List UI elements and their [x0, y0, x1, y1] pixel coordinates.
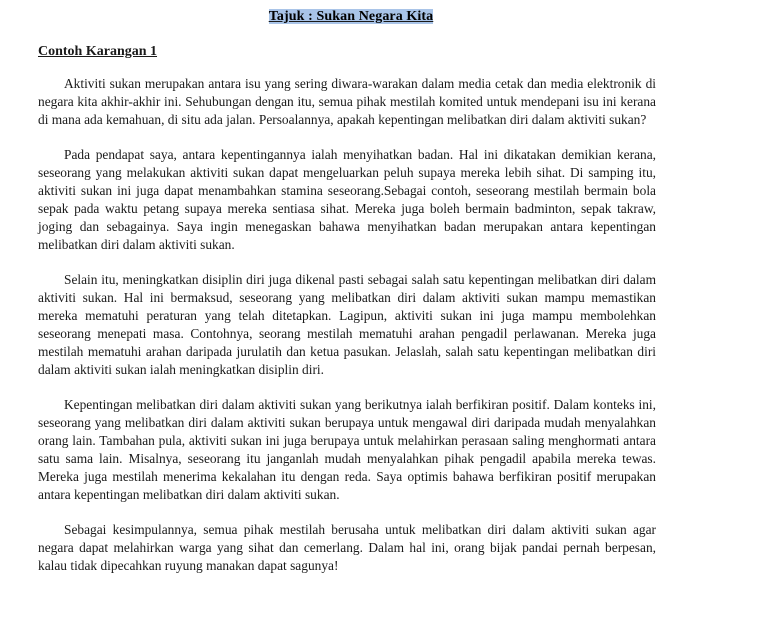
paragraph-point-health: Pada pendapat saya, antara kepentingannya ialah menyihatkan badan. Hal ini dikatakan demikian kerana, seseorang yang melakukan aktiviti sukan dapat mengeluarkan peluh supaya mereka lebih sihat. Di samping itu, aktiviti sukan ini juga dapat menambahkan stamina seseorang.Sebagai contoh, seseorang mestilah bermain bola sepak pada waktu petang supaya mereka sentiasa sihat. Mereka juga boleh bermain badminton, sepak takraw, joging dan sebagainya. Saya ingin menegaskan bahawa menyihatkan badan merupakan antara kepentingan melibatkan diri dalam aktiviti sukan.: [38, 147, 656, 252]
document-page: [38, 8, 656, 575]
document-title-text[interactable]: Tajuk : Sukan Negara Kita: [268, 9, 434, 24]
document-title: [46, 8, 656, 26]
paragraph-introduction: Aktiviti sukan merupakan antara isu yang sering diwara-warakan dalam media cetak dan media elektronik di negara kita akhir-akhir ini. Sehubungan dengan itu, semua pihak mestilah komited untuk mendepani isu ini kerana di mana ada kemahuan, di situ ada jalan. Persoalannya, apakah kepentingan melibatkan diri dalam aktiviti sukan?: [38, 76, 656, 127]
paragraph-point-discipline: Selain itu, meningkatkan disiplin diri juga dikenal pasti sebagai salah satu kepentingan melibatkan diri dalam aktiviti sukan. Hal ini bermaksud, seseorang yang melibatkan diri dalam aktiviti sukan mampu memastikan mereka mematuhi peraturan yang telah ditetapkan. Lagipun, aktiviti sukan ini juga mampu membolehkan seseorang menepati masa. Contohnya, seorang mestilah mematuhi arahan pengadil perlawanan. Mereka juga mestilah mematuhi arahan daripada jurulatih dan ketua pasukan. Jelaslah, salah satu kepentingan melibatkan diri dalam aktiviti sukan ialah meningkatkan disiplin diri.: [38, 272, 656, 377]
paragraph-point-positive-thinking: Kepentingan melibatkan diri dalam aktiviti sukan yang berikutnya ialah berfikiran positif. Dalam konteks ini, seseorang yang melibatkan diri dalam aktiviti sukan berupaya untuk mengawal diri daripada mudah menyalahkan orang lain. Tambahan pula, aktiviti sukan ini juga berupaya untuk melahirkan perasaan saling menghormati antara satu sama lain. Misalnya, seseorang itu janganlah mudah menyalahkan pihak pengadil apabila mereka tewas. Mereka juga mestilah menerima kekalahan itu dengan reda. Saya optimis bahawa berfikiran positif merupakan antara kepentingan melibatkan diri dalam aktiviti sukan.: [38, 397, 656, 502]
paragraph-conclusion: Sebagai kesimpulannya, semua pihak mestilah berusaha untuk melibatkan diri dalam aktiviti sukan agar negara dapat melahirkan warga yang sihat dan cemerlang. Dalam hal ini, orang bijak pandai pernah berpesan, kalau tidak dipecahkan ruyung manakan dapat sagunya!: [38, 522, 656, 574]
essay-heading: Contoh Karangan 1: [38, 44, 158, 59]
